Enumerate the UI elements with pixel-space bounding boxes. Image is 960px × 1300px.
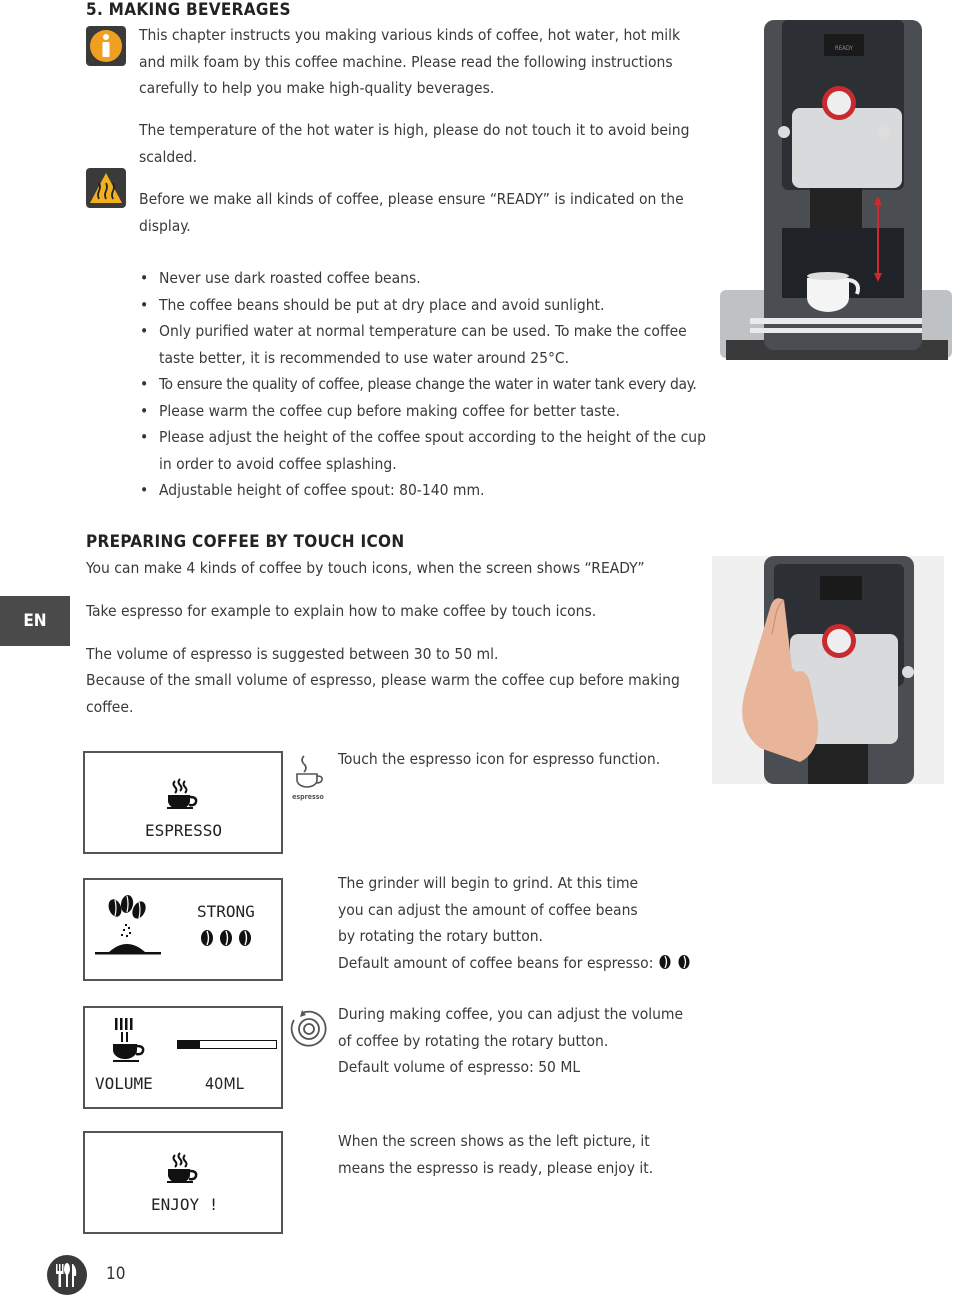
strength-screen-text: STRONG — [197, 902, 255, 921]
touch-icon-machine-image — [712, 556, 944, 784]
step-3-description — [338, 1001, 708, 1081]
language-tab: EN — [0, 596, 70, 646]
volume-progress-fill — [178, 1041, 200, 1048]
page-number: 10 — [106, 1264, 126, 1284]
machine-display-text: READY — [835, 45, 853, 52]
two-bean-icon — [658, 954, 694, 970]
description-line: When the screen shows as the left picture, it — [338, 1132, 650, 1150]
list-item: • The coffee beans should be put at dry place and avoid sunlight. — [137, 292, 709, 319]
description-line: During making coffee, you can adjust the volume — [338, 1005, 684, 1023]
espresso-warm-text: Because of the small volume of espresso, please warm the coffee cup before making coffee. — [86, 671, 680, 716]
coffee-cup-icon — [165, 1151, 199, 1189]
strength-screen — [83, 878, 283, 981]
volume-label: VOLUME — [95, 1074, 153, 1093]
description-line: you can adjust the amount of coffee beans — [338, 900, 638, 919]
hot-water-warning: The temperature of the hot water is high, please do not touch it to avoid being scalded. — [139, 121, 690, 166]
description-line: Default amount of coffee beans for espresso: — [338, 953, 654, 972]
section-title: 5. MAKING BEVERAGES — [86, 0, 291, 20]
volume-screen — [83, 1006, 283, 1109]
step-2-description — [338, 870, 708, 976]
hot-surface-warning-icon — [86, 168, 126, 208]
list-item: • Only purified water at normal temperature can be used. To make the coffee taste better, it is recommended to use water around 25°C. — [137, 318, 709, 371]
step-4-description — [338, 1128, 708, 1181]
list-item: • Never use dark roasted coffee beans. — [137, 265, 709, 292]
touch-heading: PREPARING COFFEE BY TOUCH ICON — [86, 532, 405, 552]
intro-text: This chapter instructs you making various kinds of coffee, hot water, hot milk and milk foam by this coffee machine. Please read the following instructions carefully to help you make high-quality beverages. — [139, 26, 681, 97]
list-item: • Please warm the coffee cup before making coffee for better taste. — [137, 398, 709, 425]
cup-filling-icon — [111, 1016, 147, 1068]
volume-value: 40ML — [205, 1074, 244, 1093]
touch-subtitle: You can make 4 kinds of coffee by touch icons, when the screen shows “READY” — [86, 559, 645, 577]
volume-progress-bar — [177, 1040, 277, 1049]
list-item: • To ensure the quality of coffee, please change the water in water tank every day. — [137, 371, 709, 398]
grinder-icon — [93, 894, 163, 962]
espresso-example-text: Take espresso for example to explain how to make coffee by touch icons. — [86, 602, 597, 620]
bean-strength-icons — [199, 928, 255, 952]
info-icon — [86, 26, 126, 66]
tips-list — [137, 265, 709, 504]
espresso-volume-text: The volume of espresso is suggested between 30 to 50 ml. — [86, 645, 499, 663]
description-line: means the espresso is ready, please enjoy it. — [338, 1158, 654, 1177]
list-item: • Please adjust the height of the coffee spout according to the height of the cup in order to avoid coffee splashing. — [137, 424, 709, 477]
description-line: of coffee by rotating the rotary button. — [338, 1031, 609, 1050]
espresso-icon[interactable] — [290, 752, 326, 804]
list-item: • Adjustable height of coffee spout: 80-140 mm. — [137, 477, 709, 504]
description-line: Default volume of espresso: 50 ML — [338, 1058, 581, 1076]
description-line: by rotating the rotary button. — [338, 927, 543, 945]
espresso-icon-label: espresso — [292, 793, 324, 801]
coffee-machine-image — [712, 10, 956, 370]
ready-note: Before we make all kinds of coffee, please ensure “READY” is indicated on the display. — [139, 190, 684, 235]
description-line: The grinder will begin to grind. At this time — [338, 874, 639, 892]
coffee-cup-icon — [165, 777, 199, 815]
espresso-screen-text: ESPRESSO — [145, 821, 223, 840]
description-line-with-beans — [338, 950, 708, 977]
enjoy-screen — [83, 1131, 283, 1234]
rotary-button-icon — [288, 1008, 328, 1048]
espresso-screen — [83, 751, 283, 854]
cutlery-logo-icon — [46, 1254, 88, 1296]
enjoy-screen-text: ENJOY ! — [151, 1195, 219, 1214]
step-1-description: Touch the espresso icon for espresso function. — [338, 750, 661, 768]
